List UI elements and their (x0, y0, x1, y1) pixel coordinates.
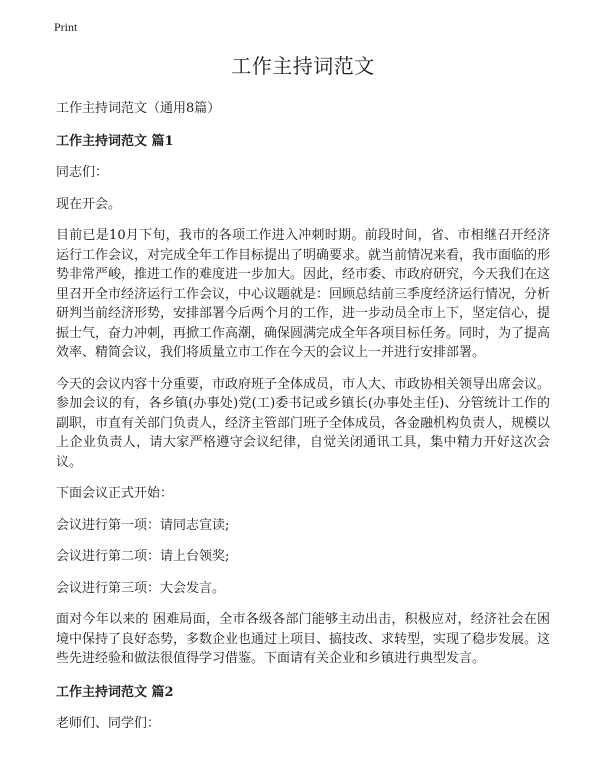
document-subtitle: 工作主持词范文（通用8篇） (56, 101, 221, 116)
paragraph-greeting-2: 老师们、同学们： (56, 715, 161, 731)
paragraph-attendees: 今天的会议内容十分重要，市政府班子全体成员，市人大、市政协相关领导出席会议。参加会议的有，各乡镇(办事处)党(工)委书记或乡镇长(办事处主任)、分管统计工作的副职，市直有关部门负责人，经济主管部门班子全体成员，各金融机构负责人，规模以上企业负责人，请大家严格遵守会议纪律，自觉关闭通讯工具，集中精力开好这次会议。 (56, 376, 551, 470)
paragraph-background: 目前已是10月下旬，我市的各项工作进入冲刺时期。前段时间，省、市相继召开经济运行工作会议，对完成全年工作目标提出了明确要求。就当前情况来看，我市面临的形势非常严峻，推进工作的难度进一步加大。因此，经市委、市政府研究，今天我们在这里召开全市经济运行工作会议，中心议题就是：回顾总结前三季度经济运行情况，分析研判当前经济形势，安排部署今后两个月的工作，进一步动员全市上下，坚定信心，提振士气，奋力冲刺，再掀工作高潮，确保圆满完成全年各项目标任务。同时，为了提高效率、精简会议，我们将质量立市工作在今天的会议上一并进行安排部署。 (56, 228, 551, 360)
paragraph-agenda-item-3: 会议进行第三项：大会发言。 (56, 580, 226, 596)
paragraph-agenda-item-1: 会议进行第一项：请同志宣读; (56, 517, 230, 533)
section-heading-1: 工作主持词范文 篇1 (56, 134, 174, 149)
paragraph-opening: 现在开会。 (56, 196, 122, 212)
paragraph-agenda-item-2: 会议进行第二项：请上台领奖; (56, 549, 230, 564)
print-link[interactable]: Print (54, 20, 78, 34)
paragraph-agenda-start: 下面会议正式开始： (56, 486, 174, 501)
paragraph-greeting: 同志们： (56, 165, 109, 180)
paragraph-speeches: 面对今年以来的 困难局面，全市各级各部门能够主动出击，积极应对，经济社会在困境中保持了良好态势，多数企业也通过上项目、搞技改、求转型，实现了稳步发展。这些先进经验和做法很值得学习借鉴。下面请有关企业和乡镇进行典型发言。 (56, 612, 551, 666)
document-body (56, 50, 550, 745)
document-title: 工作主持词范文 (231, 54, 375, 78)
section-heading-2: 工作主持词范文 篇2 (56, 684, 174, 700)
